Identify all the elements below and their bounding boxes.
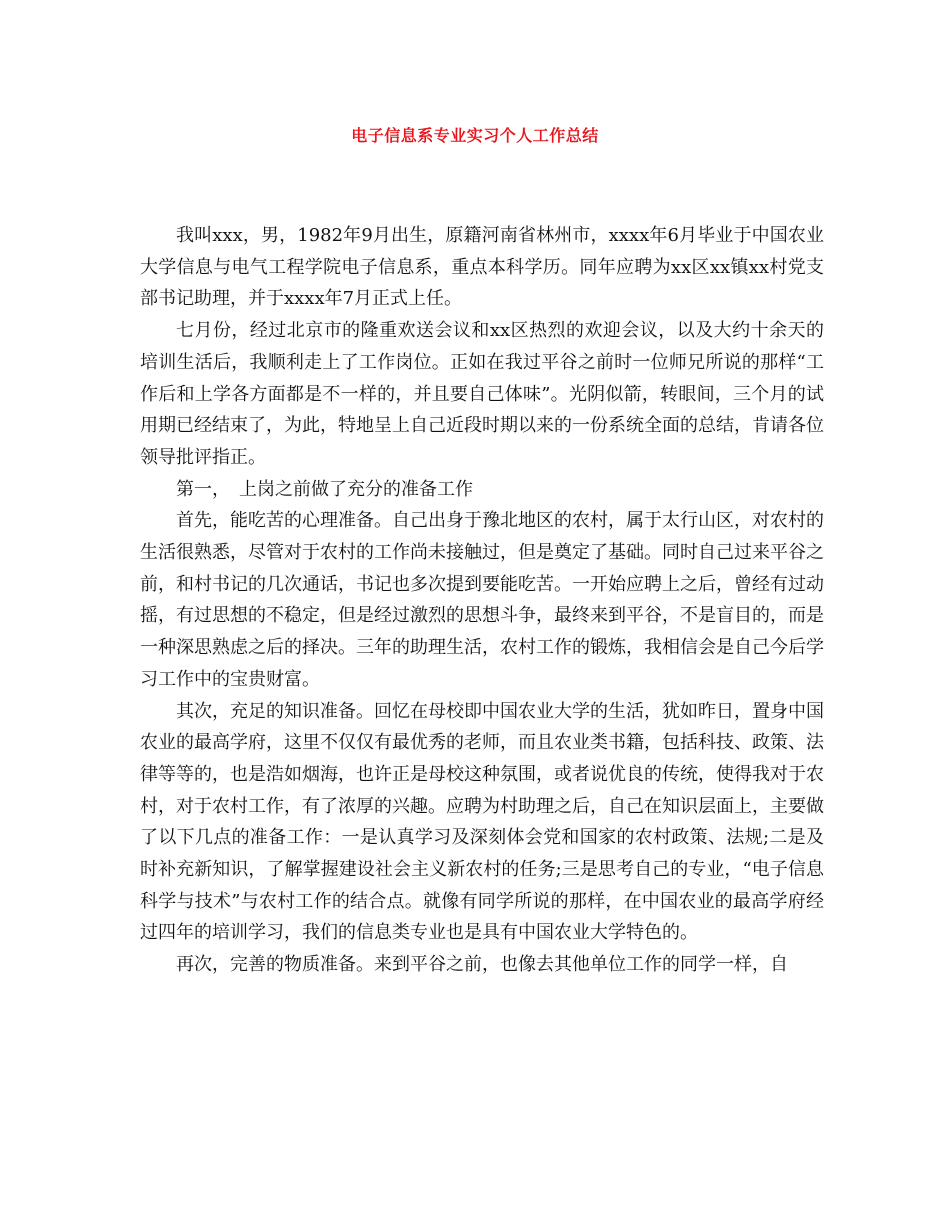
paragraph-knowledge-prep: 其次，充足的知识准备。回忆在母校即中国农业大学的生活，犹如昨日，置身中国农业的最高学府，这里不仅仅有最优秀的老师，而且农业类书籍，包括科技、政策、法律等等的，也是浩如烟海，也许正是母校这种氛围，或者说优良的传统，使得我对于农村，对于农村工作，有了浓厚的兴趣。应聘为村助理之后，自己在知识层面上，主要做了以下几点的准备工作：一是认真学习及深刻体会党和国家的农村政策、法规;二是及时补充新知识，了解掌握建设社会主义新农村的任务;三是思考自己的专业，“电子信息科学与技术”与农村工作的结合点。就像有同学所说的那样，在中国农业的最高学府经过四年的培训学习，我们的信息类专业也是具有中国农业大学特色的。 xyxy=(140,700,824,944)
document-body xyxy=(140,220,824,981)
section-heading-first: 第一， 上岗之前做了充分的准备工作 xyxy=(176,478,473,500)
paragraph-intro: 我叫xxx，男，1982年9月出生，原籍河南省林州市，xxxx年6月毕业于中国农业大学信息与电气工程学院电子信息系，重点本科学历。同年应聘为xx区xx镇xx村党支部书记助理，并于xxxx年7月正式上任。 xyxy=(140,225,824,310)
paragraph-july: 七月份，经过北京市的隆重欢送会议和xx区热烈的欢迎会议，以及大约十余天的培训生活后，我顺利走上了工作岗位。正如在我过平谷之前时一位师兄所说的那样“工作后和上学各方面都是不一样的，并且要自己体味”。光阴似箭，转眼间，三个月的试用期已经结束了，为此，特地呈上自己近段时期以来的一份系统全面的总结，肯请各位领导批评指正。 xyxy=(140,320,824,468)
paragraph-material-prep: 再次，完善的物质准备。来到平谷之前，也像去其他单位工作的同学一样，自 xyxy=(176,954,788,976)
document-title: 电子信息系专业实习个人工作总结 xyxy=(351,126,599,145)
paragraph-mental-prep: 首先，能吃苦的心理准备。自己出身于豫北地区的农村，属于太行山区，对农村的生活很熟悉，尽管对于农村的工作尚未接触过，但是奠定了基础。同时自己过来平谷之前，和村书记的几次通话，书记也多次提到要能吃苦。一开始应聘上之后，曾经有过动摇，有过思想的不稳定，但是经过激烈的思想斗争，最终来到平谷，不是盲目的，而是一种深思熟虑之后的择决。三年的助理生活，农村工作的锻炼，我相信会是自己今后学习工作中的宝贵财富。 xyxy=(140,510,824,690)
